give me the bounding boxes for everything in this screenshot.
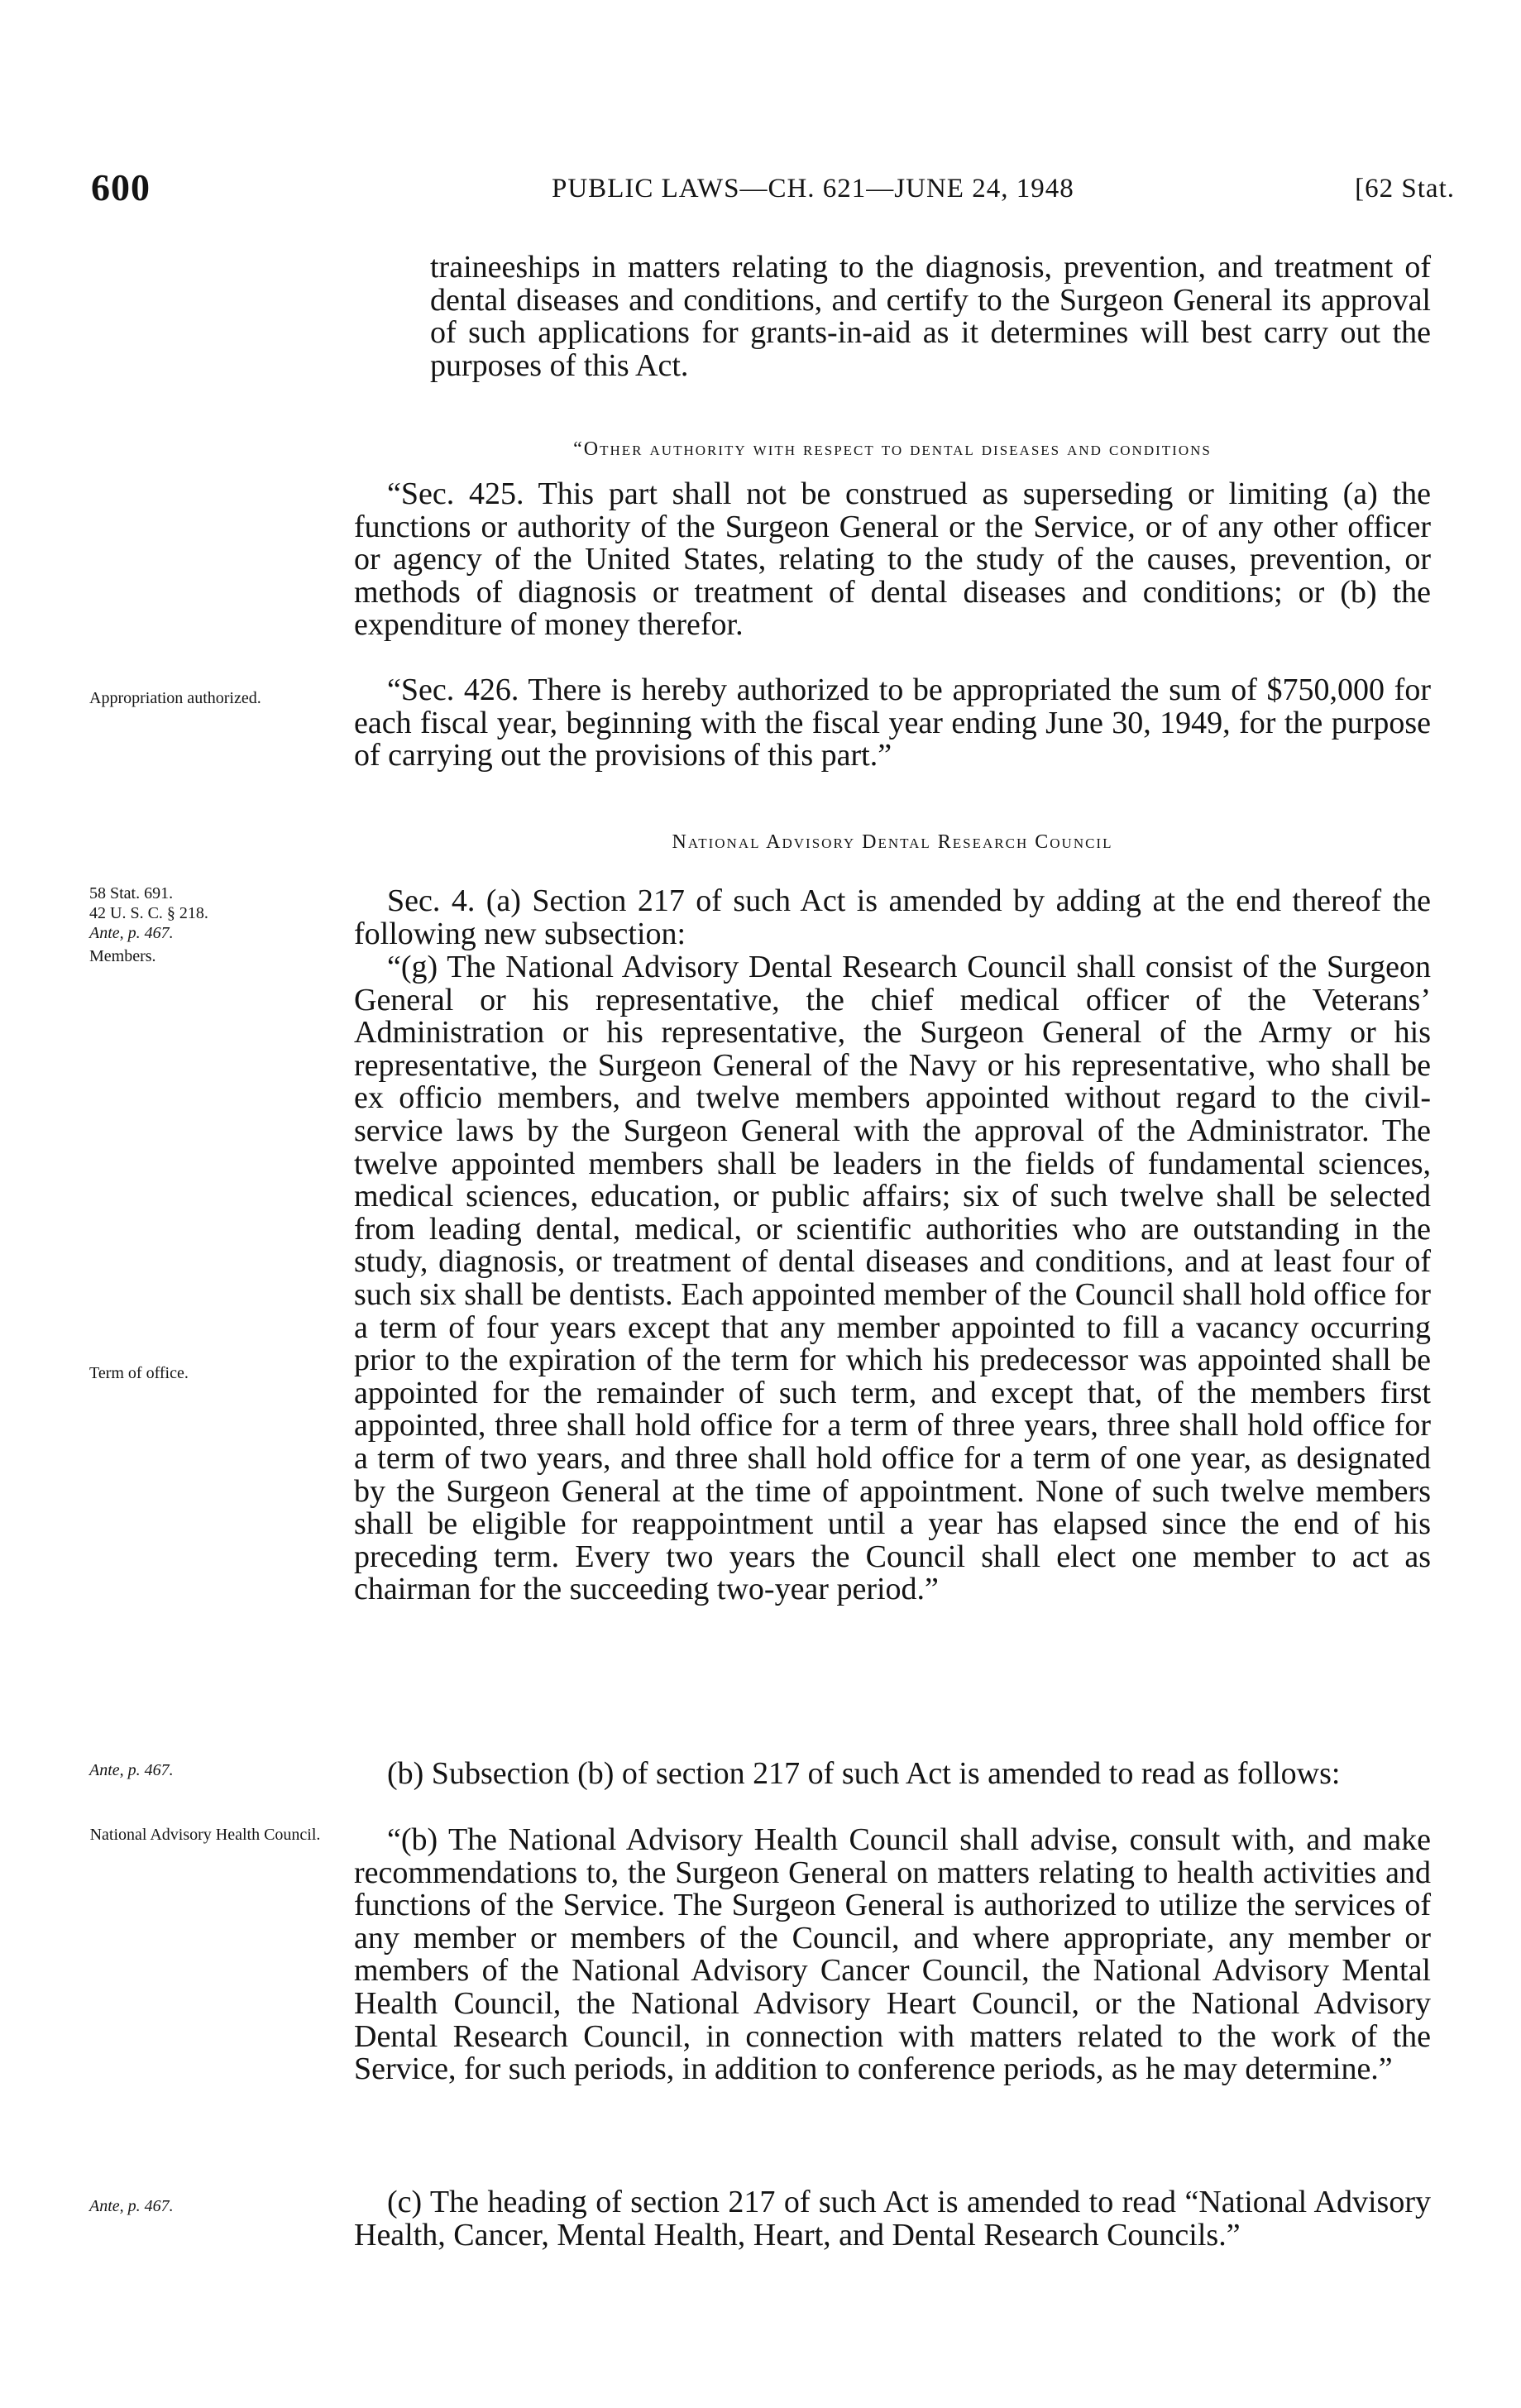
section-4b <box>354 1758 1431 1791</box>
margin-note-citation-2: 42 U. S. C. § 218. <box>89 904 208 922</box>
subsection-g <box>354 951 1431 1606</box>
paragraph-continued <box>430 251 1431 382</box>
section-heading-other-authority <box>354 438 1431 461</box>
subsection-b-text: “(b) The National Advisory Health Council shall advise, consult with, and make recommendations to, the Surgeon General on matters relating to health activities and functions of the Service. The Surgeon General is authorized to utilize the services of any member or members of the Council, and where appropriate, any member or members of the National Advisory Cancer Council, the National Advisory Mental Health Council, the National Advisory Heart Council, or the National Advisory Dental Research Council, in connection with matters related to the work of the Service, for such periods, in addition to conference periods, as he may determine.” <box>354 1822 1431 2087</box>
section-426 <box>354 674 1431 773</box>
margin-note-citation-1: 58 Stat. 691. <box>89 884 174 902</box>
section-4a-text: Sec. 4. (a) Section 217 of such Act is amended by adding at the end thereof the following new subsection: <box>354 883 1431 951</box>
heading-text: National Advisory Dental Research Council <box>672 831 1113 853</box>
section-4b-text: (b) Subsection (b) of section 217 of such Act is amended to read as follows: <box>387 1756 1341 1791</box>
header-statute: [62 Stat. <box>1355 174 1455 203</box>
subsection-b <box>354 1824 1431 2086</box>
subsection-g-text: “(g) The National Advisory Dental Research Council shall consist of the Surgeon General or his representative, the chief medical officer of the Veterans’ Administration or his representative, the Surgeon General of the Army or his representative, the Surgeon General of the Navy or his representative, who shall be ex officio members, and twelve members appointed without regard to the civil-service laws by the Surgeon General with the approval of the Administrator. The twelve appointed members shall be leaders in the fields of fundamental sciences, medical sciences, education, or public affairs; six of such twelve shall be selected from leading dental, medical, or scientific authorities who are outstanding in the study, diagnosis, or treatment of dental diseases and conditions, and at least four of such six shall be dentists. Each appointed member of the Council shall hold office for a term of four years except that any member appointed to fill a vacancy occurring prior to the expiration of the term for which his predecessor was appointed shall be appointed for the remainder of such term, and except that, of the members first appointed, three shall hold office for a term of three years, three shall hold office for a term of two years, and three shall hold office for a term of one year, as designated by the Surgeon General at the time of appointment. None of such twelve members shall be eligible for reappointment until a year has elapsed since the end of his preceding term. Every two years the Council shall elect one member to act as chairman for the succeeding two-year period.” <box>354 950 1431 1607</box>
margin-note-term: Term of office. <box>89 1364 189 1382</box>
section-425 <box>354 478 1431 642</box>
margin-note-ante-2: Ante, p. 467. <box>89 1761 174 1779</box>
margin-note-advisory: National Advisory Health Council. <box>89 1826 321 1844</box>
page-number: 600 <box>91 166 151 208</box>
margin-note-appropriation: Appropriation authorized. <box>89 689 261 707</box>
header-title: PUBLIC LAWS—CH. 621—JUNE 24, 1948 <box>552 174 1074 203</box>
heading-text: “Other authority with respect to dental diseases and conditions <box>573 438 1212 460</box>
section-4a <box>354 885 1431 950</box>
margin-note-citation-3: Ante, p. 467. <box>89 924 174 942</box>
section-4c-text: (c) The heading of section 217 of such Act is amended to read “National Advisory Health, Cancer, Mental Health, Heart, and Dental Research Councils.” <box>354 2185 1431 2252</box>
section-426-text: “Sec. 426. There is hereby authorized to be appropriated the sum of $750,000 for each fiscal year, beginning with the fiscal year ending June 30, 1949, for the purpose of carrying out the provisions of this part.” <box>354 673 1431 773</box>
paragraph-text: traineeships in matters relating to the diagnosis, prevention, and treatment of dental diseases and conditions, and certify to the Surgeon General its approval of such applications for grants-in-aid as it determines will best carry out the purposes of this Act. <box>430 250 1431 383</box>
section-heading-council <box>354 831 1431 854</box>
margin-note-ante-3: Ante, p. 467. <box>89 2197 174 2215</box>
section-425-text: “Sec. 425. This part shall not be construed as superseding or limiting (a) the functions or authority of the Surgeon General or the Service, or of any other officer or agency of the United States, relating to the study of the causes, prevention, or methods of diagnosis or treatment of dental diseases and conditions; or (b) the expenditure of money therefor. <box>354 476 1431 643</box>
margin-note-members: Members. <box>89 947 156 965</box>
running-header <box>91 165 1455 207</box>
section-4c <box>354 2186 1431 2252</box>
